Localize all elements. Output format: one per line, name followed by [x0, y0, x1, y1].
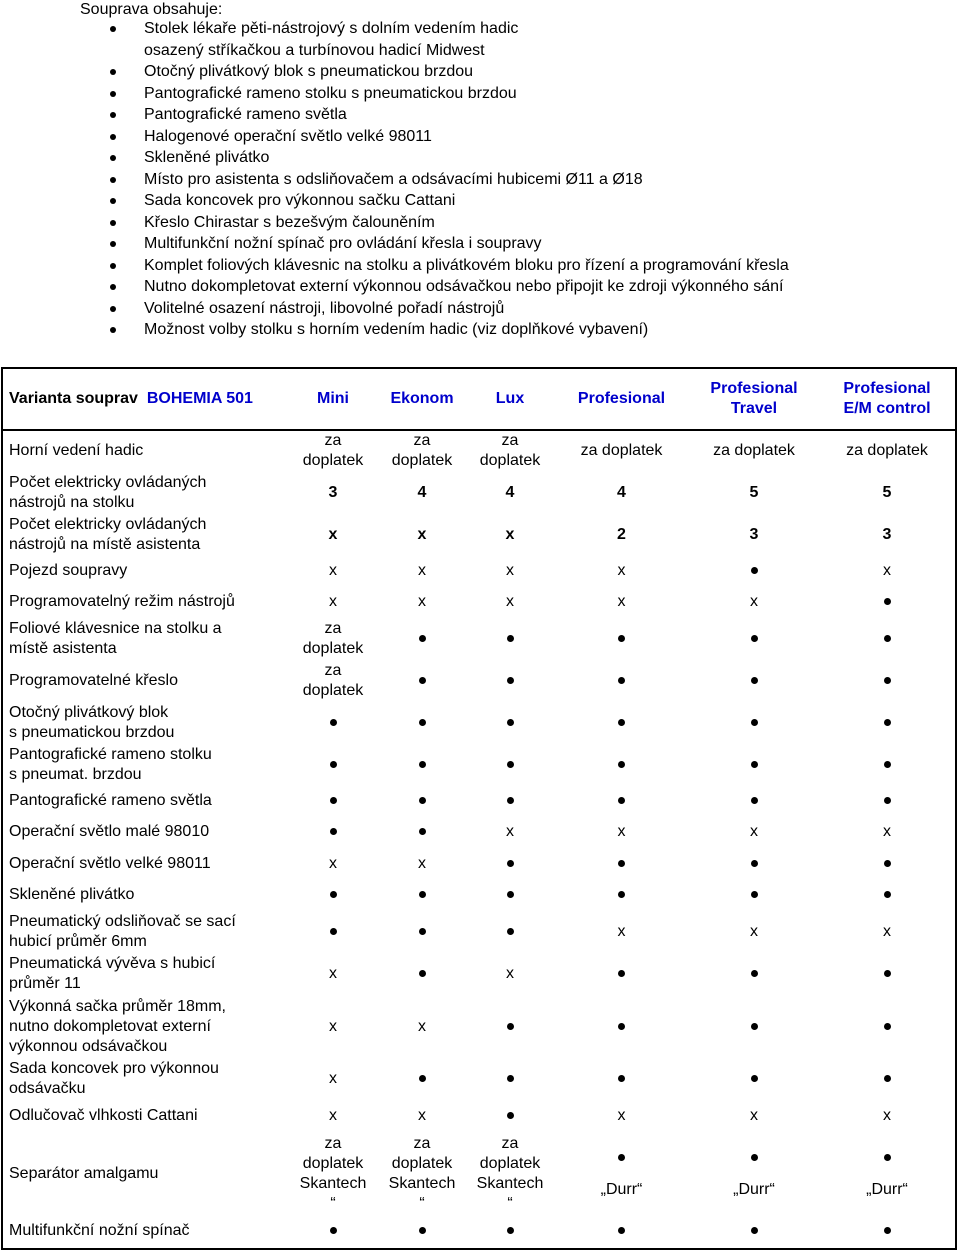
bullet-icon [110, 112, 116, 118]
included-dot-icon [419, 719, 426, 726]
included-dot-icon [618, 719, 625, 726]
included-dot-icon [618, 1075, 625, 1082]
included-dot-icon [751, 1154, 758, 1161]
feature-text: Křeslo Chirastar s bezešvým čalouněním [144, 213, 435, 231]
table-row [3, 786, 955, 816]
row-label: Počet elektricky ovládaných nástrojů na stolku [9, 474, 207, 511]
feature-item [110, 147, 789, 169]
row-value: x [617, 823, 626, 840]
table-row [3, 744, 955, 786]
row-value: x [329, 1106, 337, 1124]
row-value: x [418, 854, 426, 872]
included-dot-icon [330, 828, 337, 835]
row-value [466, 1216, 554, 1246]
included-dot-icon [751, 891, 758, 898]
row-label: Pneumatický odsliňovač se sací hubicí průměr 6mm [9, 913, 236, 950]
variant-header: Mini [317, 390, 349, 407]
feature-item [110, 276, 789, 298]
table-row [3, 618, 955, 660]
row-value [819, 1216, 955, 1246]
row-value [378, 816, 466, 848]
row-value [378, 911, 466, 953]
row-value: x [329, 854, 337, 872]
row-value [819, 702, 955, 744]
row-value: 3 [749, 526, 759, 543]
row-value [288, 816, 378, 848]
included-dot-icon [884, 1075, 891, 1082]
row-value: x [617, 562, 626, 579]
row-value [378, 1058, 466, 1100]
table-header-row [3, 369, 955, 429]
row-value [819, 586, 955, 618]
included-dot-icon [751, 860, 758, 867]
feature-text: Nutno dokompletovat externí výkonnou odsávačkou nebo připojit ke zdroji výkonného sání [144, 278, 784, 295]
feature-item [110, 319, 789, 341]
included-dot-icon [884, 797, 891, 804]
row-value: x [329, 1070, 337, 1087]
row-value [819, 848, 955, 879]
row-value [466, 879, 554, 911]
feature-item [110, 40, 789, 62]
row-value: 3 [882, 526, 892, 543]
included-dot-icon [419, 1227, 426, 1234]
row-value: x [418, 593, 426, 610]
feature-text: Možnost volby stolku s horním vedením hadic (viz doplňkové vybavení) [144, 321, 649, 338]
table-row [3, 1216, 955, 1246]
feature-text: Stolek lékaře pěti-nástrojový s dolním vedením hadic [144, 20, 519, 37]
row-value [689, 556, 819, 586]
bullet-icon [110, 91, 116, 97]
included-dot-icon [884, 635, 891, 642]
row-label: Horní vedení hadic [9, 441, 144, 459]
row-value [378, 618, 466, 660]
row-value: x [506, 965, 514, 982]
row-value [554, 879, 689, 911]
row-value [288, 879, 378, 911]
included-dot-icon [618, 797, 625, 804]
row-value: x [506, 562, 514, 579]
table-row [3, 911, 955, 953]
included-dot-icon [507, 719, 514, 726]
included-dot-icon [618, 891, 625, 898]
row-value: x [506, 823, 514, 840]
row-value [378, 702, 466, 744]
table-row [3, 1058, 955, 1100]
feature-item [110, 233, 789, 255]
included-dot-icon [618, 635, 625, 642]
row-value [819, 953, 955, 995]
row-value [819, 786, 955, 816]
included-dot-icon [884, 677, 891, 684]
row-label: Výkonná sačka průměr 18mm, nutno dokompletovat externí výkonnou odsávačkou [9, 997, 226, 1055]
table-row [3, 514, 955, 556]
header-label-text: Varianta souprav [9, 390, 138, 407]
feature-item [110, 126, 789, 148]
features-list [110, 18, 789, 341]
row-value: x [883, 1106, 891, 1124]
row-label: Odlučovač vlhkosti Cattani [9, 1106, 198, 1124]
included-dot-icon [507, 1112, 514, 1119]
feature-text: Pantografické rameno stolku s pneumatickou brzdou [144, 84, 517, 102]
included-dot-icon [751, 1023, 758, 1030]
included-dot-icon [507, 797, 514, 804]
row-value [554, 618, 689, 660]
bullet-icon [110, 198, 116, 204]
row-value [819, 1131, 955, 1216]
row-value [288, 744, 378, 786]
row-value: x [750, 823, 758, 840]
row-value [288, 702, 378, 744]
row-label: Foliové klávesnice na stolku a místě asistenta [9, 620, 222, 657]
feature-item [110, 212, 789, 234]
included-dot-icon [419, 761, 426, 768]
row-value: x [883, 923, 891, 940]
included-dot-icon [618, 860, 625, 867]
value-text: „Durr“ [600, 1180, 643, 1198]
included-dot-icon [330, 797, 337, 804]
bullet-icon [110, 220, 116, 226]
row-value [689, 618, 819, 660]
bullet-icon [110, 26, 116, 32]
included-dot-icon [751, 761, 758, 768]
variant-header: Profesional [577, 390, 666, 407]
brand-name: BOHEMIA 501 [146, 390, 253, 407]
row-value [689, 1058, 819, 1100]
bullet-icon [110, 284, 116, 290]
feature-text: Pantografické rameno světla [144, 106, 347, 123]
feature-item [110, 104, 789, 126]
row-value: x [617, 1106, 626, 1124]
variant-header: Profesional Travel [710, 380, 798, 417]
included-dot-icon [507, 1227, 514, 1234]
included-dot-icon [419, 635, 426, 642]
feature-item [110, 255, 789, 277]
row-value: za doplatek [302, 620, 364, 657]
row-value [466, 1058, 554, 1100]
row-value [554, 848, 689, 879]
intro-title: Souprava obsahuje: [80, 1, 223, 18]
table-row [3, 429, 955, 472]
table-row [3, 556, 955, 586]
row-value: 4 [417, 484, 427, 501]
row-value: x [505, 526, 515, 543]
feature-text: Otočný plivátkový blok s pneumatickou brzdou [144, 63, 474, 80]
row-value: x [750, 593, 758, 610]
row-value: za doplatek [479, 431, 541, 469]
included-dot-icon [330, 719, 337, 726]
row-value: x [329, 562, 337, 579]
included-dot-icon [751, 719, 758, 726]
row-value: 4 [505, 484, 515, 501]
included-dot-icon [330, 1227, 337, 1234]
table-row [3, 848, 955, 879]
row-value [378, 953, 466, 995]
variant-header: Profesional E/M control [843, 380, 931, 417]
included-dot-icon [507, 928, 514, 935]
bullet-icon [110, 177, 116, 183]
row-value [689, 702, 819, 744]
included-dot-icon [618, 1154, 625, 1161]
included-dot-icon [751, 970, 758, 977]
included-dot-icon [507, 761, 514, 768]
included-dot-icon [618, 970, 625, 977]
row-value [554, 702, 689, 744]
row-value: x [883, 562, 891, 579]
row-value [466, 744, 554, 786]
row-value [554, 660, 689, 702]
row-value: za doplatek Skantech “ [476, 1134, 544, 1212]
variant-header: Lux [495, 390, 525, 407]
included-dot-icon [884, 719, 891, 726]
included-dot-icon [419, 1075, 426, 1082]
row-label: Pantografické rameno světla [9, 792, 212, 809]
included-dot-icon [884, 761, 891, 768]
row-value [689, 786, 819, 816]
feature-item [110, 169, 789, 191]
included-dot-icon [419, 891, 426, 898]
bullet-icon [110, 134, 116, 140]
included-dot-icon [751, 677, 758, 684]
included-dot-icon [884, 970, 891, 977]
included-dot-icon [618, 1023, 625, 1030]
table-row [3, 702, 955, 744]
value-text: „Durr“ [733, 1180, 775, 1198]
feature-text: Volitelné osazení nástroji, libovolné pořadí nástrojů [144, 299, 505, 317]
row-value: za doplatek [302, 431, 364, 469]
row-label: Otočný plivátkový blok s pneumatickou brzdou [9, 704, 175, 741]
row-value: za doplatek [713, 441, 795, 459]
row-value [378, 1216, 466, 1246]
row-label: Operační světlo malé 98010 [9, 823, 210, 840]
table-row [3, 660, 955, 702]
included-dot-icon [507, 860, 514, 867]
row-label: Separátor amalgamu [9, 1164, 159, 1182]
row-value [819, 1058, 955, 1100]
included-dot-icon [884, 1023, 891, 1030]
included-dot-icon [751, 567, 758, 574]
row-value [689, 1131, 819, 1216]
row-value [378, 786, 466, 816]
included-dot-icon [884, 1227, 891, 1234]
row-value [466, 660, 554, 702]
included-dot-icon [751, 797, 758, 804]
row-value: za doplatek Skantech “ [388, 1134, 456, 1212]
row-label: Programovatelné křeslo [9, 672, 178, 689]
included-dot-icon [884, 1154, 891, 1161]
row-label: Operační světlo velké 98011 [9, 854, 211, 872]
feature-text: Místo pro asistenta s odsliňovačem a odsávacími hubicemi Ø11 a Ø18 [144, 170, 643, 188]
row-value [466, 618, 554, 660]
included-dot-icon [884, 860, 891, 867]
row-label: Pojezd soupravy [9, 562, 128, 579]
row-label: Sada koncovek pro výkonnou odsávačku [9, 1060, 219, 1097]
row-value: x [617, 593, 626, 610]
included-dot-icon [507, 635, 514, 642]
row-value [288, 786, 378, 816]
feature-item [110, 83, 789, 105]
included-dot-icon [330, 891, 337, 898]
included-dot-icon [419, 970, 426, 977]
bullet-icon [110, 241, 116, 247]
included-dot-icon [507, 677, 514, 684]
row-value [819, 618, 955, 660]
row-value [554, 1058, 689, 1100]
included-dot-icon [507, 1023, 514, 1030]
included-dot-icon [751, 1075, 758, 1082]
row-value: x [750, 923, 758, 940]
row-value [466, 786, 554, 816]
row-label: Multifunkční nožní spínač [9, 1222, 190, 1239]
row-value [689, 995, 819, 1058]
row-value: x [418, 1017, 426, 1035]
row-value [554, 744, 689, 786]
row-value: x [750, 1106, 758, 1124]
row-value: za doplatek [846, 441, 928, 459]
row-value: 3 [328, 484, 338, 501]
row-value: za doplatek [580, 441, 663, 459]
feature-item [110, 298, 789, 320]
included-dot-icon [330, 761, 337, 768]
bullet-icon [110, 155, 116, 161]
row-label: Programovatelný režim nástrojů [9, 593, 235, 610]
row-value [288, 1216, 378, 1246]
included-dot-icon [507, 891, 514, 898]
row-value: x [506, 593, 514, 610]
row-value: 4 [617, 484, 626, 501]
row-value: x [328, 526, 338, 543]
row-value: x [329, 965, 337, 982]
row-value: za doplatek [302, 662, 364, 699]
row-value: za doplatek Skantech “ [299, 1134, 367, 1212]
included-dot-icon [618, 677, 625, 684]
row-value [819, 995, 955, 1058]
row-value [554, 1216, 689, 1246]
row-label: Počet elektricky ovládaných nástrojů na místě asistenta [9, 516, 207, 553]
table-row [3, 816, 955, 848]
row-label: Pneumatická vývěva s hubicí průměr 11 [9, 955, 216, 992]
feature-text: Sada koncovek pro výkonnou sačku Cattani [144, 192, 456, 209]
row-value [554, 786, 689, 816]
row-value [689, 1216, 819, 1246]
included-dot-icon [751, 1227, 758, 1234]
row-value [689, 744, 819, 786]
feature-text: osazený stříkačkou a turbínovou hadicí Midwest [144, 41, 485, 59]
row-value: x [329, 1017, 337, 1035]
row-value [288, 911, 378, 953]
table-row [3, 472, 955, 514]
row-value: za doplatek [391, 431, 453, 469]
feature-text: Halogenové operační světlo velké 98011 [144, 127, 432, 145]
row-value: x [418, 562, 426, 579]
row-value [554, 953, 689, 995]
feature-text: Skleněné plivátko [144, 149, 270, 166]
row-value [689, 953, 819, 995]
row-value [466, 848, 554, 879]
row-value: x [883, 823, 891, 840]
included-dot-icon [884, 891, 891, 898]
included-dot-icon [419, 828, 426, 835]
row-value: 5 [749, 484, 759, 501]
row-value: x [417, 526, 427, 543]
table-row [3, 995, 955, 1058]
included-dot-icon [507, 1075, 514, 1082]
included-dot-icon [884, 598, 891, 605]
row-value [378, 879, 466, 911]
row-value [689, 879, 819, 911]
variants-table [3, 369, 955, 1246]
row-value: 2 [617, 526, 626, 543]
feature-item [110, 190, 789, 212]
table-row [3, 586, 955, 618]
row-value [466, 702, 554, 744]
row-value: x [329, 593, 337, 610]
row-value [378, 744, 466, 786]
table-row [3, 1131, 955, 1216]
bullet-icon [110, 69, 116, 75]
row-value [466, 911, 554, 953]
row-value [819, 879, 955, 911]
value-text: „Durr“ [866, 1180, 908, 1198]
row-value [466, 1100, 554, 1131]
row-value [378, 660, 466, 702]
row-value: x [617, 923, 626, 940]
included-dot-icon [419, 677, 426, 684]
feature-item [110, 61, 789, 83]
feature-text: Multifunkční nožní spínač pro ovládání křesla i soupravy [144, 235, 542, 252]
bullet-icon [110, 306, 116, 312]
included-dot-icon [419, 797, 426, 804]
row-value [466, 995, 554, 1058]
feature-text: Komplet foliových klávesnic na stolku a plivátkovém bloku pro řízení a programování křesla [144, 256, 789, 274]
variant-header: Ekonom [390, 390, 454, 407]
row-value [554, 995, 689, 1058]
feature-item [110, 18, 789, 40]
row-label: Skleněné plivátko [9, 886, 135, 903]
included-dot-icon [618, 761, 625, 768]
table-row [3, 879, 955, 911]
header-label [3, 369, 288, 429]
table-row [3, 953, 955, 995]
bullet-icon [110, 327, 116, 333]
table-row [3, 1100, 955, 1131]
bullet-icon [110, 263, 116, 269]
row-value [689, 660, 819, 702]
row-label: Pantografické rameno stolku s pneumat. brzdou [9, 746, 212, 783]
row-value [554, 1131, 689, 1216]
included-dot-icon [330, 928, 337, 935]
row-value: 5 [882, 484, 892, 501]
row-value [689, 848, 819, 879]
included-dot-icon [751, 635, 758, 642]
included-dot-icon [618, 1227, 625, 1234]
row-value: x [418, 1106, 426, 1124]
row-value [819, 660, 955, 702]
included-dot-icon [419, 928, 426, 935]
row-value [819, 744, 955, 786]
